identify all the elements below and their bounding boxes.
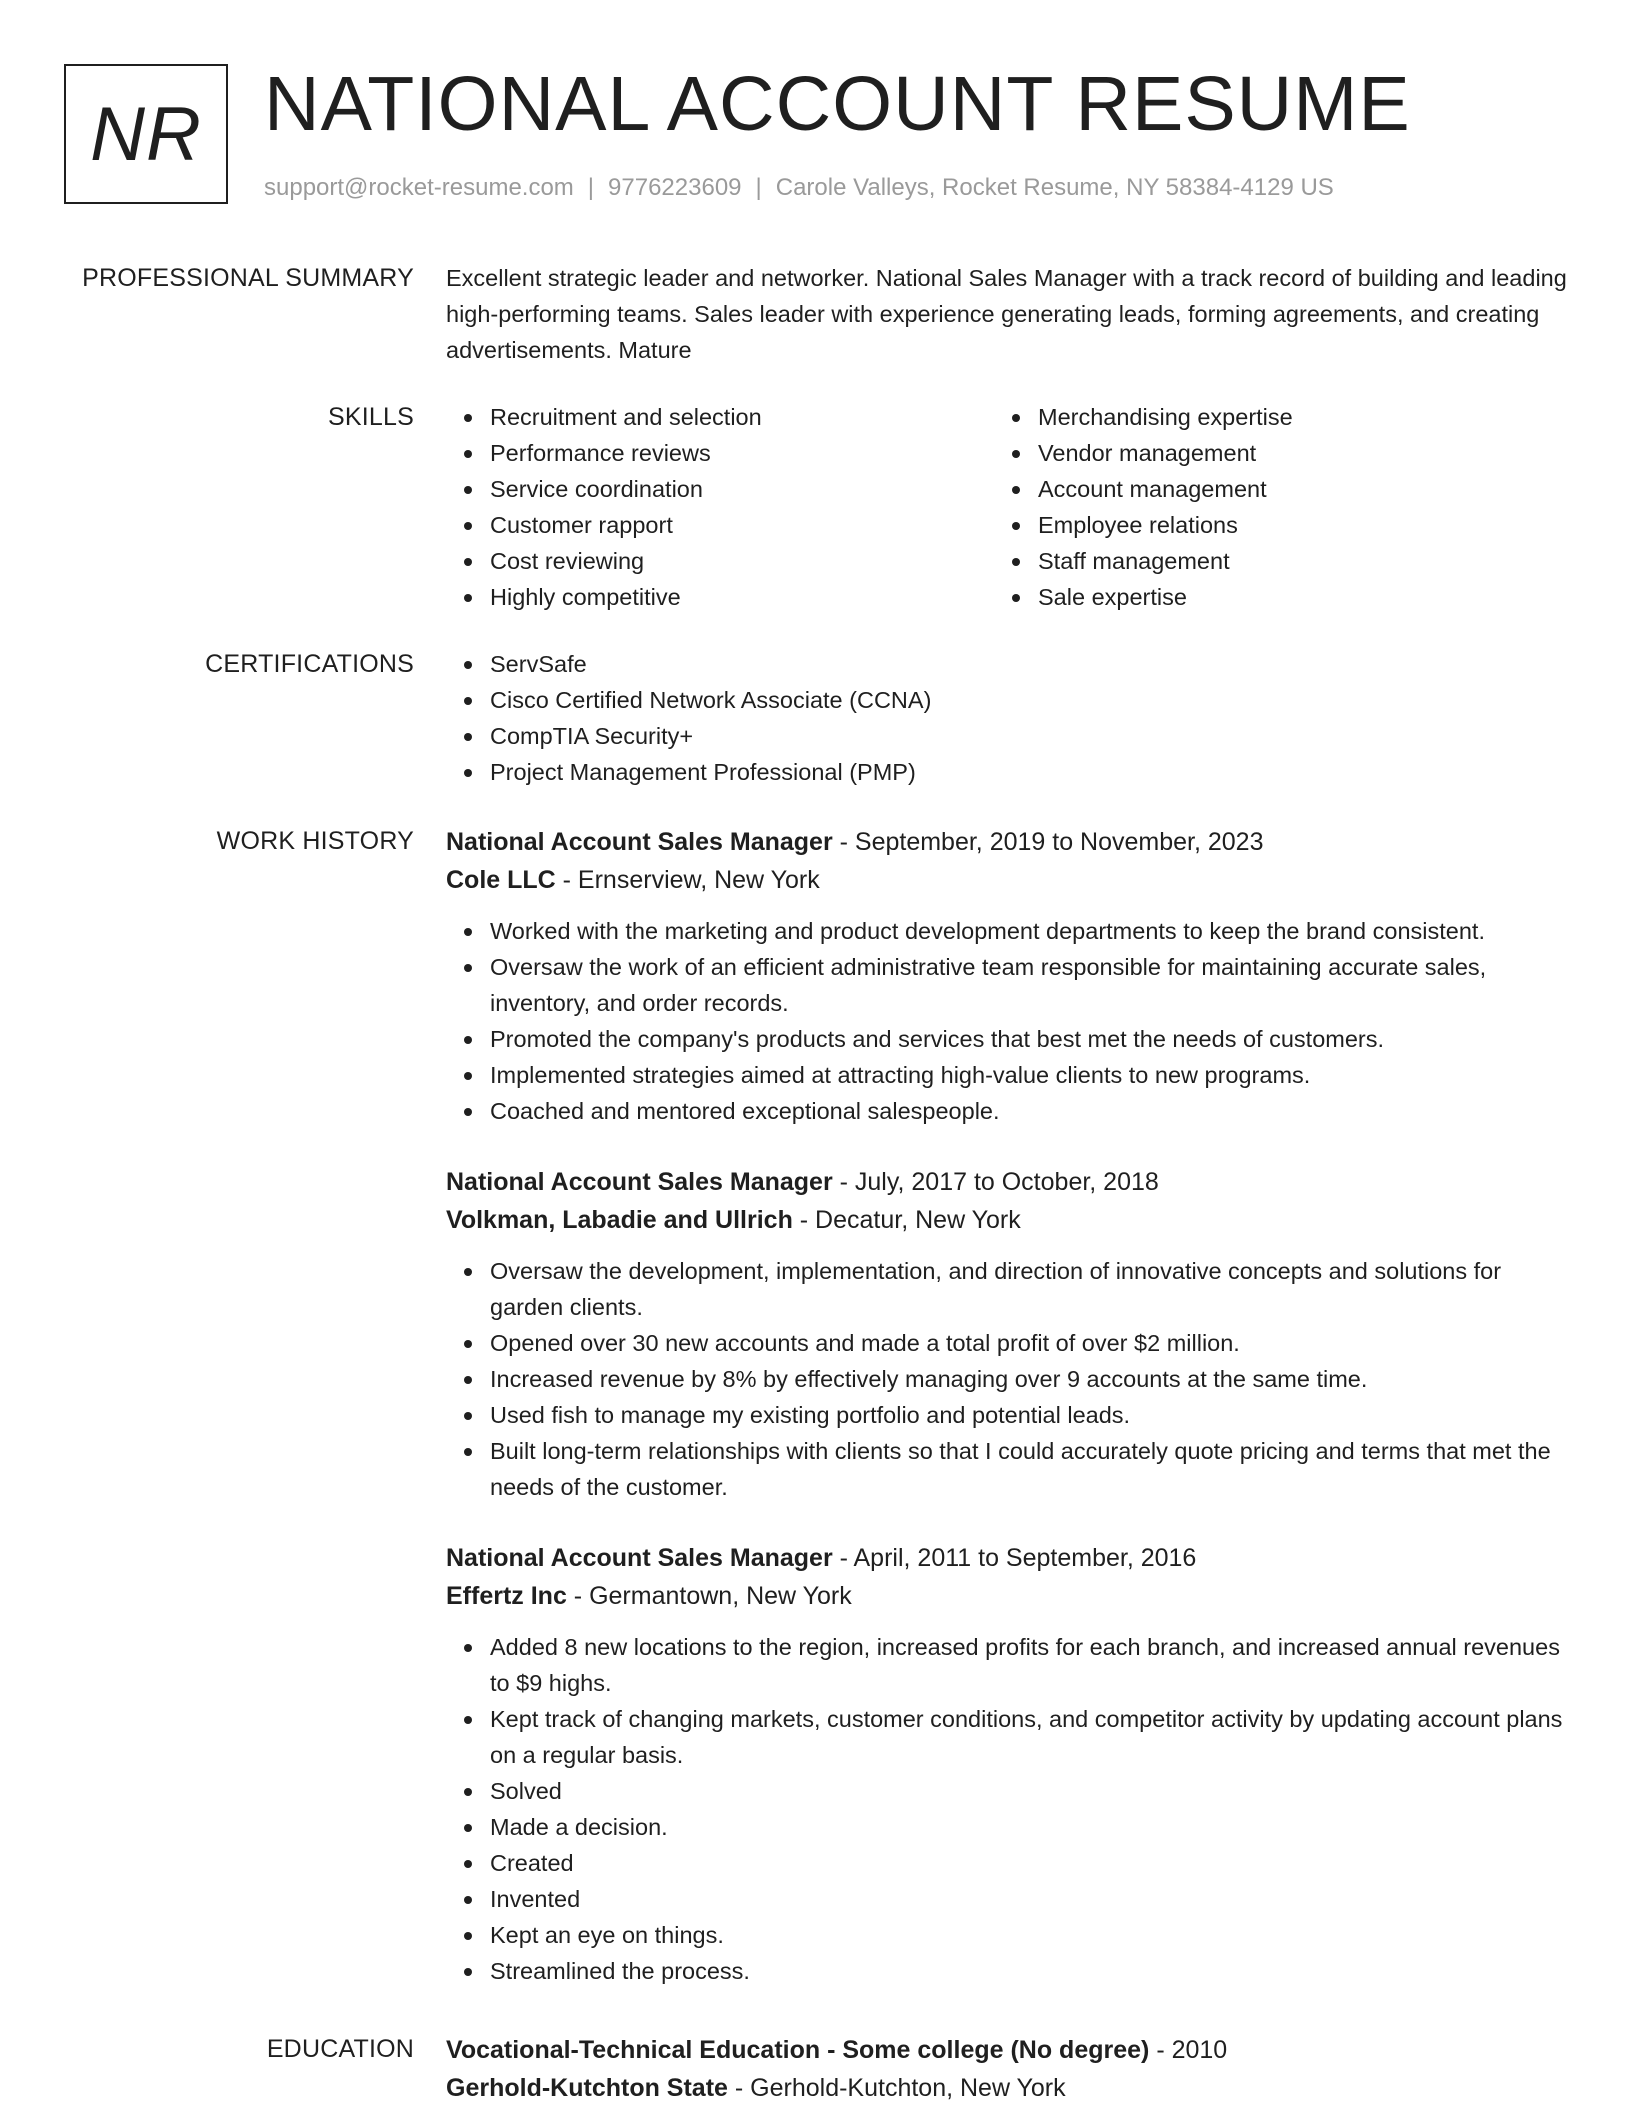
job-bullet: Oversaw the work of an efficient administrative team responsible for maintaining accurate sales, inventory, and order records. — [490, 949, 1571, 1021]
education-year: - 2010 — [1149, 2036, 1228, 2064]
job-entry — [446, 1163, 1571, 1505]
contact-line — [264, 174, 1334, 202]
section-label-skills: SKILLS — [328, 403, 414, 431]
skill-item: Service coordination — [490, 471, 994, 507]
job-location: - Decatur, New York — [792, 1206, 1021, 1234]
job-bullet: Streamlined the process. — [490, 1953, 1571, 1989]
resume-header — [64, 61, 1584, 214]
contact-phone[interactable]: 9776223609 — [608, 174, 742, 201]
skill-item: Staff management — [1038, 543, 1542, 579]
job-bullet: Worked with the marketing and product development departments to keep the brand consistent. — [490, 913, 1571, 949]
education-location: - Gerhold-Kutchton, New York — [727, 2074, 1066, 2102]
education-degree: Vocational-Technical Education - Some college (No degree) — [446, 2036, 1150, 2064]
skill-item: Account management — [1038, 471, 1542, 507]
education-school: Gerhold-Kutchton State — [446, 2074, 728, 2102]
job-company: Effertz Inc — [446, 1582, 567, 1610]
section-label-work-history: WORK HISTORY — [216, 827, 414, 855]
job-title-line — [446, 1539, 1571, 1577]
job-bullets — [446, 913, 1571, 1129]
skill-item: Vendor management — [1038, 435, 1542, 471]
summary-body — [446, 260, 1571, 368]
job-bullet: Opened over 30 new accounts and made a total profit of over $2 million. — [490, 1325, 1571, 1361]
certifications-list — [446, 646, 1571, 790]
job-bullet: Made a decision. — [490, 1809, 1571, 1845]
skill-item: Cost reviewing — [490, 543, 994, 579]
resume-title: NATIONAL ACCOUNT RESUME — [264, 61, 1411, 147]
skill-item: Employee relations — [1038, 507, 1542, 543]
section-label-summary: PROFESSIONAL SUMMARY — [82, 264, 414, 292]
job-company: Volkman, Labadie and Ullrich — [446, 1206, 793, 1234]
job-dates: - September, 2019 to November, 2023 — [832, 828, 1264, 856]
job-title: National Account Sales Manager — [446, 828, 833, 856]
job-bullet: Promoted the company's products and services that best met the needs of customers. — [490, 1021, 1571, 1057]
job-title: National Account Sales Manager — [446, 1168, 833, 1196]
job-bullet: Implemented strategies aimed at attracting high-value clients to new programs. — [490, 1057, 1571, 1093]
skills-column-right — [994, 399, 1542, 615]
job-bullet: Oversaw the development, implementation, and direction of innovative concepts and solutions for garden clients. — [490, 1253, 1571, 1325]
education-school-line — [446, 2069, 1571, 2107]
contact-separator: | — [587, 174, 595, 201]
certification-item: ServSafe — [490, 646, 1571, 682]
job-dates: - July, 2017 to October, 2018 — [832, 1168, 1159, 1196]
job-bullet: Kept track of changing markets, customer conditions, and competitor activity by updating account plans on a regular basis. — [490, 1701, 1571, 1773]
job-company: Cole LLC — [446, 866, 556, 894]
job-company-line — [446, 1201, 1571, 1239]
skill-item: Merchandising expertise — [1038, 399, 1542, 435]
skill-item: Recruitment and selection — [490, 399, 994, 435]
skills-column-left — [446, 399, 994, 615]
job-bullets — [446, 1629, 1571, 1989]
education-degree-line — [446, 2031, 1571, 2069]
job-location: - Germantown, New York — [566, 1582, 852, 1610]
job-entry — [446, 823, 1571, 1129]
work-history-body — [446, 823, 1571, 2023]
job-company-line — [446, 1577, 1571, 1615]
section-label-certifications: CERTIFICATIONS — [205, 650, 414, 678]
skills-list-left — [446, 399, 994, 615]
section-label-education: EDUCATION — [266, 2035, 414, 2063]
contact-address: Carole Valleys, Rocket Resume, NY 58384-4129 US — [775, 174, 1334, 201]
job-bullets — [446, 1253, 1571, 1505]
certifications-body — [446, 646, 1571, 790]
certification-item: Cisco Certified Network Associate (CCNA) — [490, 682, 1571, 718]
job-bullet: Used fish to manage my existing portfolio and potential leads. — [490, 1397, 1571, 1433]
skill-item: Highly competitive — [490, 579, 994, 615]
skill-item: Customer rapport — [490, 507, 994, 543]
monogram-logo: NR — [64, 64, 228, 204]
certification-item: CompTIA Security+ — [490, 718, 1571, 754]
skill-item: Performance reviews — [490, 435, 994, 471]
job-bullet: Added 8 new locations to the region, increased profits for each branch, and increased annual revenues to $9 highs. — [490, 1629, 1571, 1701]
skills-list-right — [994, 399, 1542, 615]
job-title-line — [446, 1163, 1571, 1201]
job-location: - Ernserview, New York — [555, 866, 820, 894]
job-bullet: Coached and mentored exceptional salespeople. — [490, 1093, 1571, 1129]
skills-body — [446, 399, 1571, 615]
job-bullet: Built long-term relationships with clients so that I could accurately quote pricing and terms that met the needs of the customer. — [490, 1433, 1571, 1505]
contact-separator: | — [755, 174, 762, 201]
job-bullet: Increased revenue by 8% by effectively managing over 9 accounts at the same time. — [490, 1361, 1571, 1397]
contact-email[interactable]: support@rocket-resume.com — [264, 174, 574, 201]
job-entry — [446, 1539, 1571, 1989]
skill-item: Sale expertise — [1038, 579, 1542, 615]
job-title: National Account Sales Manager — [446, 1544, 833, 1572]
job-bullet: Created — [490, 1845, 1571, 1881]
education-body — [446, 2031, 1571, 2107]
summary-text: Excellent strategic leader and networker. National Sales Manager with a track record of building and leading high-performing teams. Sales leader with experience generating leads, forming agreements, and creating advertisements. Mature — [446, 265, 1567, 363]
job-dates: - April, 2011 to September, 2016 — [832, 1544, 1197, 1572]
certification-item: Project Management Professional (PMP) — [490, 754, 1571, 790]
job-title-line — [446, 823, 1571, 861]
job-bullet: Invented — [490, 1881, 1571, 1917]
job-bullet: Solved — [490, 1773, 1571, 1809]
job-company-line — [446, 861, 1571, 899]
job-bullet: Kept an eye on things. — [490, 1917, 1571, 1953]
